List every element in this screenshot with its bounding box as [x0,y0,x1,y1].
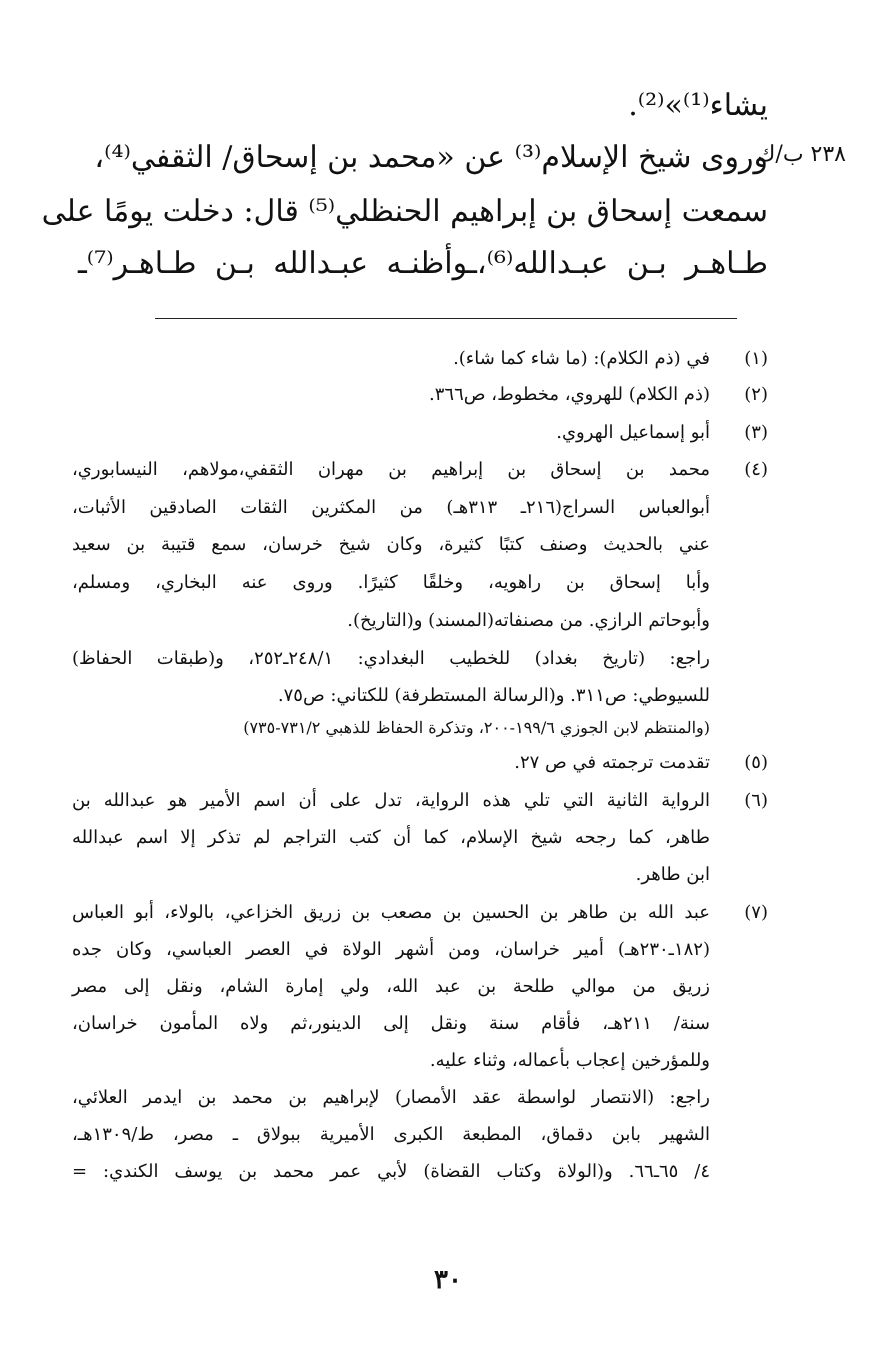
footnote-line: الشهير بابن دقماق، المطبعة الكبرى الأميرية ببولاق ـ مصر، ط/١٣٠٩هـ، [72,1124,710,1145]
footnote-line: أبو إسماعيل الهروي. [556,422,710,443]
margin-manuscript-reference: ٢٣٨ ب/ك [757,142,846,167]
footnote-line: طاهر، كما رجحه شيخ الإسلام، كما أن كتب التراجم لم تذكر إلا اسم عبدالله [72,827,710,848]
footnote-number: (٢) [744,384,768,405]
footnote-line: أبوالعباس السراج(٢١٦ـ ٣١٣هـ) من المكثرين الثقات الصادقين الأثبات، [72,497,710,518]
footnote-line: ٤/ ٦٥ـ٦٦. و(الولاة وكتاب القضاة) لأبي عمر محمد بن يوسف الكندي: = [72,1161,710,1182]
footnote-line: (والمنتظم لابن الجوزي ١٩٩/٦-٢٠٠، وتذكرة الحفاظ للذهبي ٧٣١/٢-٧٣٥) [243,718,710,737]
footnote-line: الرواية الثانية التي تلي هذه الرواية، تدل على أن اسم الأمير هو عبدالله بن [72,790,710,811]
footnote-separator-rule [155,318,737,319]
footnote-number: (٦) [744,790,768,811]
main-text-line-1: يشاء⁽¹⁾»⁽²⁾. [628,88,768,123]
main-text-line-2: وروى شيخ الإسلام⁽³⁾ عن «محمد بن إسحاق/ الثقفي⁽⁴⁾، [94,140,768,175]
footnote-number: (١) [744,348,768,369]
footnote-line: (ذم الكلام) للهروي، مخطوط، ص٣٦٦. [429,384,710,405]
footnote-number: (٥) [744,752,768,773]
footnote-line: ابن طاهر. [635,864,710,885]
footnote-line: عني بالحديث وصنف كتبًا كثيرة، وكان شيخ خرسان، سمع قتيبة بن سعيد [72,534,710,555]
footnote-number: (٤) [744,459,768,480]
footnote-line: زريق من موالي طلحة بن عبد الله، ولي إمارة الشام، ونقل إلى مصر [72,976,710,997]
footnote-line: (١٨٢ـ٢٣٠هـ) أمير خراسان، ومن أشهر الولاة في العصر العباسي، وكان جده [72,939,710,960]
footnote-line: وأبوحاتم الرازي. من مصنفاته(المسند) و(التاريخ). [347,610,710,631]
footnote-line: وأبا إسحاق بن راهويه، وخلقًا كثيرًا. وروى عنه البخاري، ومسلم، [72,572,710,593]
page-number: ٣٠ [434,1265,462,1295]
main-text-line-4: طـاهـر بـن عبـدالله⁽⁶⁾،ـوأظنـه عبـدالله بـن طـاهـر⁽⁷⁾ـ [78,246,768,281]
footnote-line: تقدمت ترجمته في ص ٢٧. [514,752,710,773]
footnote-line: وللمؤرخين إعجاب بأعماله، وثناء عليه. [429,1050,710,1071]
main-text-line-3: سمعت إسحاق بن إبراهيم الحنظلي⁽⁵⁾ قال: دخلت يومًا على [41,194,768,229]
footnote-line: عبد الله بن طاهر بن الحسين بن مصعب بن زريق الخزاعي، بالولاء، أبو العباس [72,902,710,923]
footnote-line: راجع: (تاريخ بغداد) للخطيب البغدادي: ٢٤٨/١ـ٢٥٢، و(طبقات الحفاظ) [72,648,710,669]
footnote-line: راجع: (الانتصار لواسطة عقد الأمصار) لإبراهيم بن محمد بن ايدمر العلائي، [72,1087,710,1108]
footnote-number: (٣) [744,422,768,443]
footnote-number: (٧) [744,902,768,923]
footnote-line: سنة/ ٢١١هـ، فأقام سنة ونقل إلى الدينور،ثم ولاه المأمون خراسان، [72,1013,710,1034]
footnote-line: في (ذم الكلام): (ما شاء كما شاء). [453,348,710,369]
footnote-line: للسيوطي: ص٣١١. و(الرسالة المستطرفة) للكتاني: ص٧٥. [277,685,710,706]
footnote-line: محمد بن إسحاق بن إبراهيم بن مهران الثقفي،مولاهم، النيسابوري، [72,459,710,480]
